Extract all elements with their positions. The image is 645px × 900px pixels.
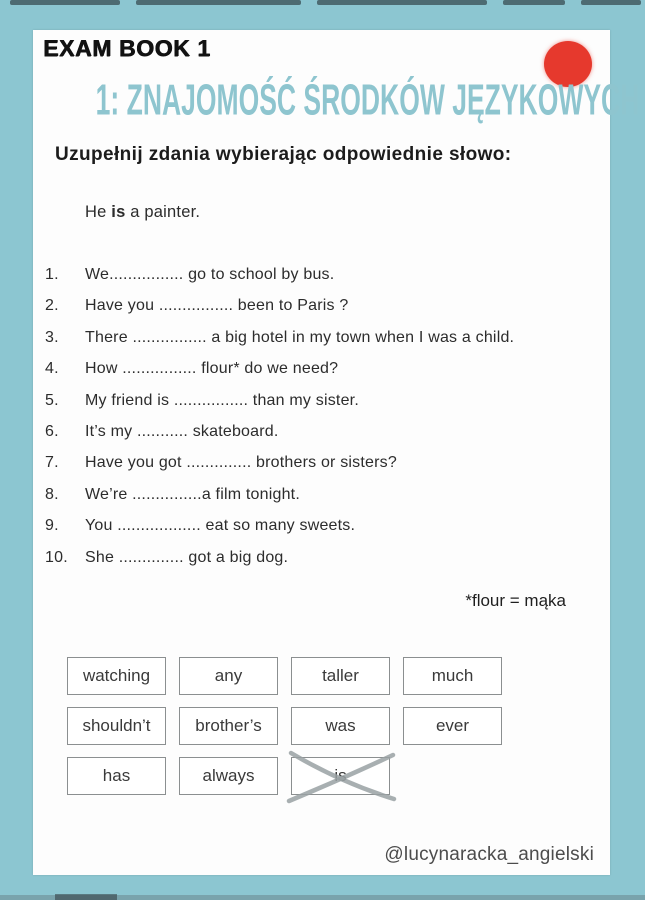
word-box: much (403, 657, 502, 695)
instruction-text: Uzupełnij zdania wybierając odpowiednie słowo: (55, 144, 512, 165)
word-box-label: is (334, 766, 347, 785)
word-box-crossed (291, 757, 390, 795)
item-number: 2. (45, 297, 59, 315)
item-text: You .................. eat so many sweets. (85, 517, 356, 535)
list-item (45, 454, 603, 485)
word-box: taller (291, 657, 390, 695)
photo-bottom-crop-marks (0, 895, 645, 900)
example-post: a painter. (130, 203, 201, 221)
list-item (45, 266, 603, 297)
list-item (45, 549, 603, 580)
item-text: There ................ a big hotel in my town when I was a child. (85, 328, 515, 346)
worksheet-card (33, 30, 640, 875)
word-bank-row-1 (67, 657, 502, 695)
list-item (45, 517, 603, 548)
item-text: How ................ flour* do we need? (85, 360, 339, 378)
section-title-wrap (19, 76, 640, 125)
list-item (45, 392, 603, 423)
list-item (45, 486, 603, 517)
item-text: She .............. got a big dog. (85, 548, 289, 566)
exam-book-label: EXAM BOOK 1 (43, 35, 211, 61)
item-number: 1. (45, 266, 59, 283)
list-item (45, 329, 603, 360)
word-bank-row-3 (67, 757, 390, 795)
item-text: It’s my ........... skateboard. (85, 422, 279, 440)
item-number: 8. (45, 485, 59, 503)
word-box: watching (67, 657, 166, 695)
item-text: My friend is ................ than my sister. (85, 391, 359, 409)
item-text: We’re ...............a film tonight. (85, 485, 300, 503)
list-item (45, 423, 603, 454)
item-text: Have you got .............. brothers or sisters? (85, 454, 397, 472)
item-number: 7. (45, 454, 59, 472)
example-pre: He (85, 203, 107, 221)
word-box: ever (403, 707, 502, 745)
item-number: 6. (45, 422, 59, 440)
word-box: always (179, 757, 278, 795)
item-number: 10. (45, 548, 68, 566)
word-box: any (179, 657, 278, 695)
item-number: 9. (45, 517, 59, 535)
example-bold-word: is (111, 203, 126, 221)
item-number: 5. (45, 391, 59, 409)
word-box: was (291, 707, 390, 745)
exercise-list (45, 266, 603, 580)
photo-top-crop-marks (0, 0, 645, 6)
footnote-text: *flour = mąka (465, 591, 566, 610)
list-item (45, 297, 603, 328)
word-box: has (67, 757, 166, 795)
section-title: 1: ZNAJOMOŚĆ ŚRODKÓW JĘZYKOWYCH (95, 76, 640, 125)
word-box: shouldn’t (67, 707, 166, 745)
credit-handle: @lucynaracka_angielski (384, 844, 594, 865)
example-sentence (85, 203, 200, 222)
list-item (45, 360, 603, 391)
word-bank-row-2 (67, 707, 502, 745)
item-number: 4. (45, 360, 59, 378)
word-box: brother’s (179, 707, 278, 745)
item-text: Have you ................ been to Paris ? (85, 297, 349, 315)
item-number: 3. (45, 328, 59, 346)
item-text: We................ go to school by bus. (85, 266, 335, 283)
